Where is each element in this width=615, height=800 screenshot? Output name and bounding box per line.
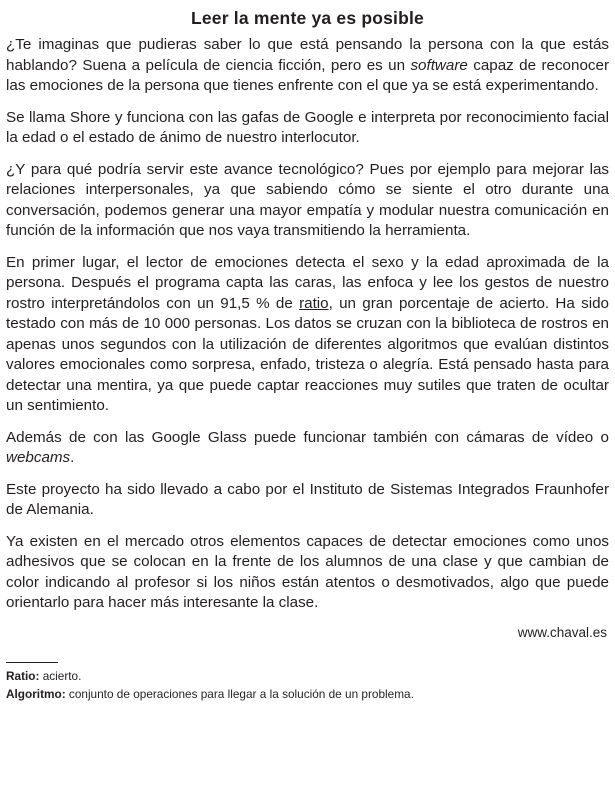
article-title: Leer la mente ya es posible [190,8,424,28]
paragraph-4: En primer lugar, el lector de emociones detecta el sexo y la edad aproximada de la persona. Después el programa capta las caras, las enfoca y lee los gestos de nuestro rostro interpretándolos con un 91,5 % de ratio, un gran porcentaje de acierto. Ha sido testado con más de 10 000 personas. Los datos se cruzan con la biblioteca de rostros en apenas unos segundos con la utilización de diferentes algoritmos que evalúan distintos valores emocionales como sorpresa, enfado, tristeza o alegría. Está pensado hasta para detectar una mentira, ya que puede captar reacciones muy sutiles que traten de ocultar un sentimiento. [6,253,609,414]
paragraph-2: Se llama Shore y funciona con las gafas de Google e interpreta por reconocimiento facial la edad o el estado de ánimo de nuestro interlocutor. [6,108,609,146]
footnote-term: Ratio: [6,668,40,683]
emphasis-webcams: webcams [6,449,71,466]
paragraph-6: Este proyecto ha sido llevado a cabo por el Instituto de Sistemas Integrados Fraunhofer de Alemania. [6,480,609,518]
paragraph-7: Ya existen en el mercado otros elementos capaces de detectar emociones como unos adhesivos que se colocan en la frente de los alumnos de una clase y que cambian de color indicando al profesor si los niños están atentos o desmotivados, algo que puede orientarlo para hacer más interesante la clase. [6,532,609,611]
footnote-definition: conjunto de operaciones para llegar a la solución de un problema. [65,686,414,701]
footnote-algoritmo [6,685,609,703]
footnote-ratio [6,667,609,685]
footnote-term: Algoritmo: [6,686,66,701]
paragraph-3: ¿Y para qué podría servir este avance tecnológico? Pues por ejemplo para mejorar las relaciones interpersonales, ya que sabiendo cómo se siente el otro durante una conversación, podemos generar una mayor empatía y modular nuestra comunicación en función de la información que nos vaya transmitiendo la herramienta. [6,160,609,239]
footnote-definition: acierto. [39,668,82,683]
glossary-link-ratio[interactable]: ratio [299,294,329,312]
source-credit: www.chaval.es [517,624,607,640]
paragraph-1: ¿Te imaginas que pudieras saber lo que está pensando la persona con la que estás hablando? Suena a película de ciencia ficción, pero es un software capaz de reconocer las emociones de la persona que tienes enfrente con el que ya se está experimentando. [6,36,609,94]
paragraph-5: Además de con las Google Glass puede funcionar también con cámaras de vídeo o webcams. [6,428,609,466]
article [6,0,609,703]
emphasis-software: software [410,56,468,74]
footnote-divider [6,662,58,663]
